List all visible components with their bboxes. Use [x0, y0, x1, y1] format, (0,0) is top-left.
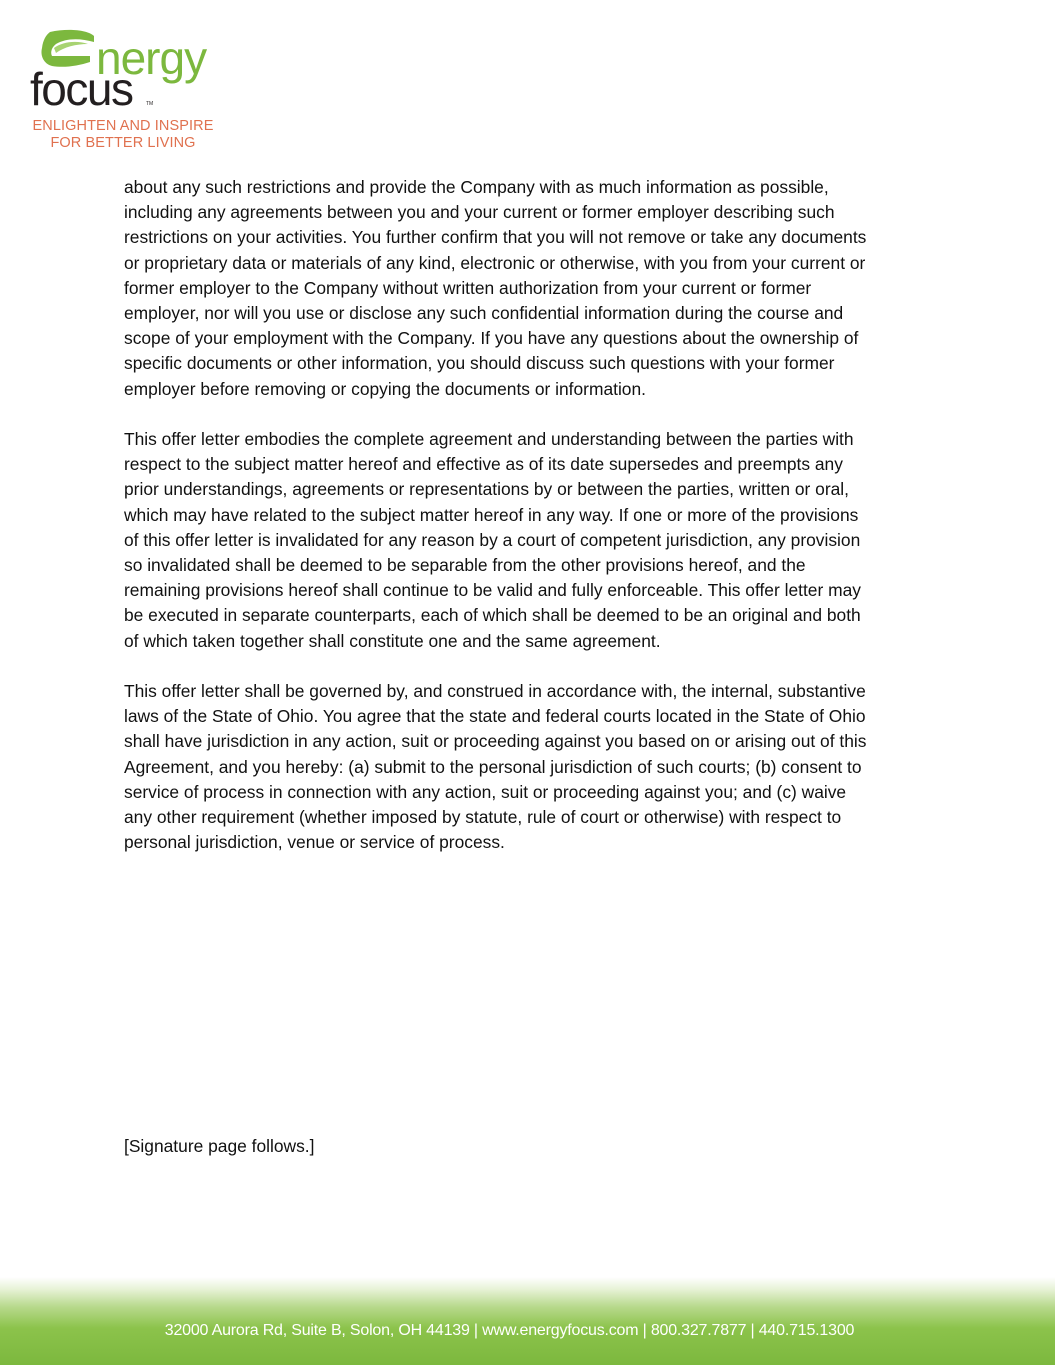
paragraph-entire-agreement: This offer letter embodies the complete agreement and understanding between the parties with respect to the subject matter hereof and effective as of its date supersedes and preempts any prior understandings, agreements or representations by or between the parties, written or oral, which may have related to the subject matter hereof in any way. If one or more of the provisions of this offer letter is invalidated for any reason by a court of competent jurisdiction, any provision so invalidated shall be deemed to be separable from the other provisions hereof, and the remaining provisions hereof shall continue to be valid and fully enforceable. This offer letter may be executed in separate counterparts, each of which shall be deemed to be an original and both of which taken together shall constitute one and the same agreement.: [124, 429, 861, 651]
logo-word-focus: focus: [30, 63, 133, 115]
paragraph-governing-law: This offer letter shall be governed by, and construed in accordance with, the internal, substantive laws of the State of Ohio. You agree that the state and federal courts located in the State of Ohio shall have jurisdiction in any action, suit or proceeding against you based on or arising out of this Agreement, and you hereby: (a) submit to the personal jurisdiction of such courts; (b) consent to service of process in connection with any action, suit or proceeding against you; and (c) waive any other requirement (whether imposed by statute, rule of court or otherwise) with respect to personal jurisdiction, venue or service of process.: [124, 681, 867, 853]
logo-word-nergy: nergy: [96, 32, 207, 84]
logo-trademark: TM: [146, 101, 154, 107]
company-logo: [28, 26, 228, 156]
logo-tagline: [28, 118, 218, 152]
tagline-line-2: FOR BETTER LIVING: [50, 135, 196, 151]
leaf-highlight-icon: [54, 42, 88, 53]
energy-focus-logo-mark: [28, 26, 228, 116]
tagline-line-1: ENLIGHTEN AND INSPIRE: [32, 118, 214, 134]
paragraph-restrictions: about any such restrictions and provide the Company with as much information as possible, including any agreements between you and your current or former employer describing such restrictions on your activities. You further confirm that you will not remove or take any documents or proprietary data or materials of any kind, electronic or otherwise, with you from your current or former employer to the Company without written authorization from your current or former employer, nor will you use or disclose any such confidential information during the course and scope of your employment with the Company. If you have any questions about the ownership of specific documents or other information, you should discuss such questions with your former employer before removing or copying the documents or information.: [124, 177, 867, 399]
footer-contact-line: 32000 Aurora Rd, Suite B, Solon, OH 44139 | www.energyfocus.com | 800.327.7877 | 440.715.1300: [164, 1322, 855, 1339]
signature-page-note: [Signature page follows.]: [124, 1136, 315, 1156]
letter-body: [124, 175, 876, 881]
letterhead-footer: [0, 1277, 1055, 1365]
leaf-e-icon: [41, 30, 94, 67]
